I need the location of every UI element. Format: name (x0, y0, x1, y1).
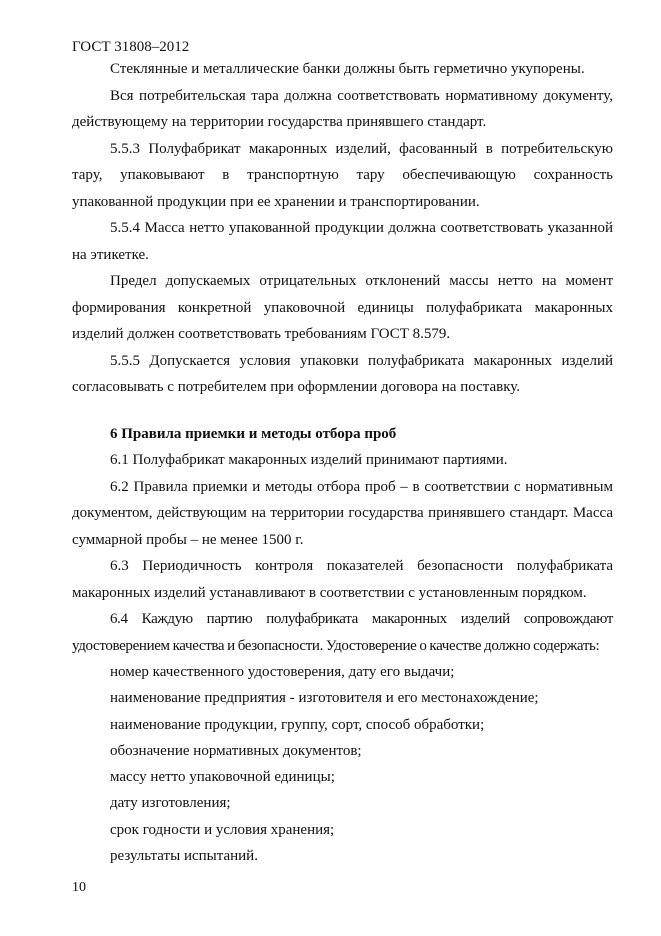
paragraph: 6.2 Правила приемки и методы отбора проб – в соответствии с нормативным документом, действующим на территории государства принявшего стандарт. Масса суммарной пробы – не менее 1500 г. (72, 478, 613, 548)
content-list (72, 659, 613, 869)
list-item: обозначение нормативных документов; (110, 742, 362, 759)
list-item: срок годности и условия хранения; (110, 821, 335, 838)
list-item: номер качественного удостоверения, дату его выдачи; (110, 664, 455, 680)
list-item: дату изготовления; (110, 795, 231, 812)
list-item: наименование продукции, группу, сорт, способ обработки; (110, 716, 485, 733)
paragraph: Стеклянные и металлические банки должны быть герметично укупорены. (110, 61, 585, 77)
document-body (72, 56, 613, 869)
list-item: массу нетто упаковочной единицы; (110, 769, 335, 786)
paragraph: 6.1 Полуфабрикат макаронных изделий принимают партиями. (110, 452, 508, 468)
paragraph: Вся потребительская тара должна соответствовать нормативному документу, действующему на территории государства принявшего стандарт. (72, 87, 613, 130)
paragraph: 6.3 Периодичность контроля показателей безопасности полуфабриката макаронных изделий устанавливают в соответствии с установленным порядком. (72, 558, 613, 601)
list-item: результаты испытаний. (110, 848, 258, 865)
list-item: наименование предприятия - изготовителя и его местонахождение; (110, 690, 539, 707)
paragraph: Предел допускаемых отрицательных отклонений массы нетто на момент формирования конкретной упаковочной единицы полуфабриката макаронных изделий должен соответствовать требованиям ГОСТ 8.579. (72, 273, 613, 342)
section-title: 6 Правила приемки и методы отбора проб (110, 425, 397, 442)
paragraph: 5.5.5 Допускается условия упаковки полуфабриката макаронных изделий согласовывать с потребителем при оформлении договора на поставку. (72, 352, 613, 395)
paragraph: 5.5.4 Масса нетто упакованной продукции должна соответствовать указанной на этикетке. (72, 220, 613, 263)
paragraph: 6.4 Каждую партию полуфабриката макаронных изделий сопровождают удостоверением качества и безопасности. Удостоверение о качестве должно содержать: (72, 611, 613, 654)
page-number: 10 (72, 880, 86, 895)
paragraph: 5.5.3 Полуфабрикат макаронных изделий, фасованный в потребительскую тару, упаковывают в транспортную тару обеспечивающую сохранность упакованной продукции при ее хранении и транспортировании. (72, 140, 613, 210)
document-header: ГОСТ 31808–2012 (72, 39, 190, 55)
